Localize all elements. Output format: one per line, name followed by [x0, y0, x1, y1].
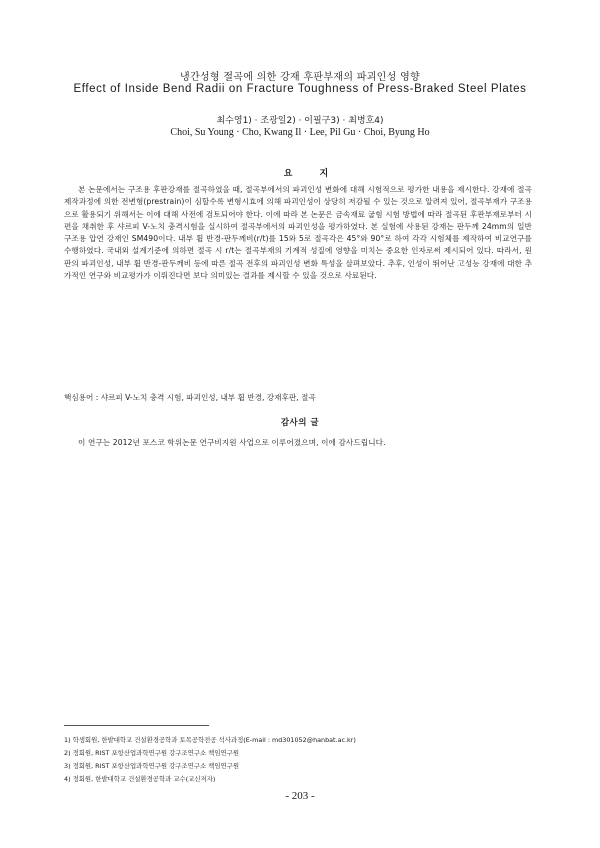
abstract-heading: 요 지 [283, 169, 341, 179]
footnote-item: 2) 정회원, RIST 포항산업과학연구원 강구조연구소 책임연구원 [64, 749, 240, 757]
acknowledgement-text: 이 연구는 2012년 포스코 학위논문 연구비지원 사업으로 이루어졌으며, 이에 감사드립니다. [78, 438, 386, 447]
page-number: - 203 - [285, 790, 315, 802]
keywords-line: 핵심용어 : 샤르피 V-노치 충격 시험, 파괴인성, 내부 휨 반경, 강재후판, 절곡 [64, 393, 316, 402]
footnote-item: 1) 학생회원, 한밭대학교 건설환경공학과 토목공학전공 석사과정(E-mail : md301052@hanbat.ac.kr) [64, 736, 356, 744]
title-english: Effect of Inside Bend Radii on Fracture Toughness of Press-Braked Steel Plates [73, 83, 527, 95]
acknowledgement-heading: 감사의 글 [280, 418, 320, 428]
footnote-list [64, 734, 544, 786]
footnote-divider [64, 725, 209, 726]
title-korean: 냉간성형 절곡에 의한 강재 후판부재의 파괴인성 영향 [180, 72, 420, 83]
authors-english: Choi, Su Young · Cho, Kwang Il · Lee, Pil Gu · Choi, Byung Ho [170, 127, 430, 138]
footnote-item: 3) 정회원, RIST 포항산업과학연구원 강구조연구소 책임연구원 [64, 762, 240, 770]
footnote-item: 4) 정회원, 한밭대학교 건설환경공학과 교수(교신저자) [64, 775, 216, 783]
authors-korean: 최수영1) · 조광일2) · 이필구3) · 최병호4) [216, 116, 384, 126]
abstract-text: 본 논문에서는 구조용 후판강재를 절곡하였을 때, 절곡부에서의 파괴인성 변화에 대해 시험적으로 평가한 내용을 제시한다. 강재에 절곡 제작과정에 의한 전변형(prestrain)이 심할수록 변형시효에 의해 파괴인성이 상당히 저감될 수 있는 것으로 알려져 있어, 절곡부재가 구조용으로 활용되기 위해서는 이에 대해 사전에 검토되어야 한다. 이에 따라 본 논문은 금속재료 굽힘 시험 방법에 따라 절곡된 후판부재로부터 시편을 채취한 후 샤르피 V-노치 충격시험을 실시하여 절곡부에서의 파괴인성을 평가하였다. 본 실험에 사용된 강재는 판두께 24mm의 일반 구조용 압연 강재인 SM490이다. 내부 휨 반경-판두께비(r/t)를 15와 5로 절곡각은 45°와 90°로 하여 각각 시험체를 제작하여 비교연구를 수행하였다. 국내외 설계기준에 의하면 절곡 시 r/t는 절곡부재의 기계적 성질에 영향을 미치는 중요한 인자로써 제시되어 있다. 따라서, 원판의 파괴인성, 내부 휨 반경-판두께비 등에 따른 절곡 전후의 파괴인성 변화 특성을 살펴보았다. 추후, 인성이 뛰어난 고성능 강재에 대한 추가적인 연구와 비교평가가 이뤄진다면 보다 의미있는 결과를 제시할 수 있을 것으로 사료된다. [64, 185, 532, 281]
